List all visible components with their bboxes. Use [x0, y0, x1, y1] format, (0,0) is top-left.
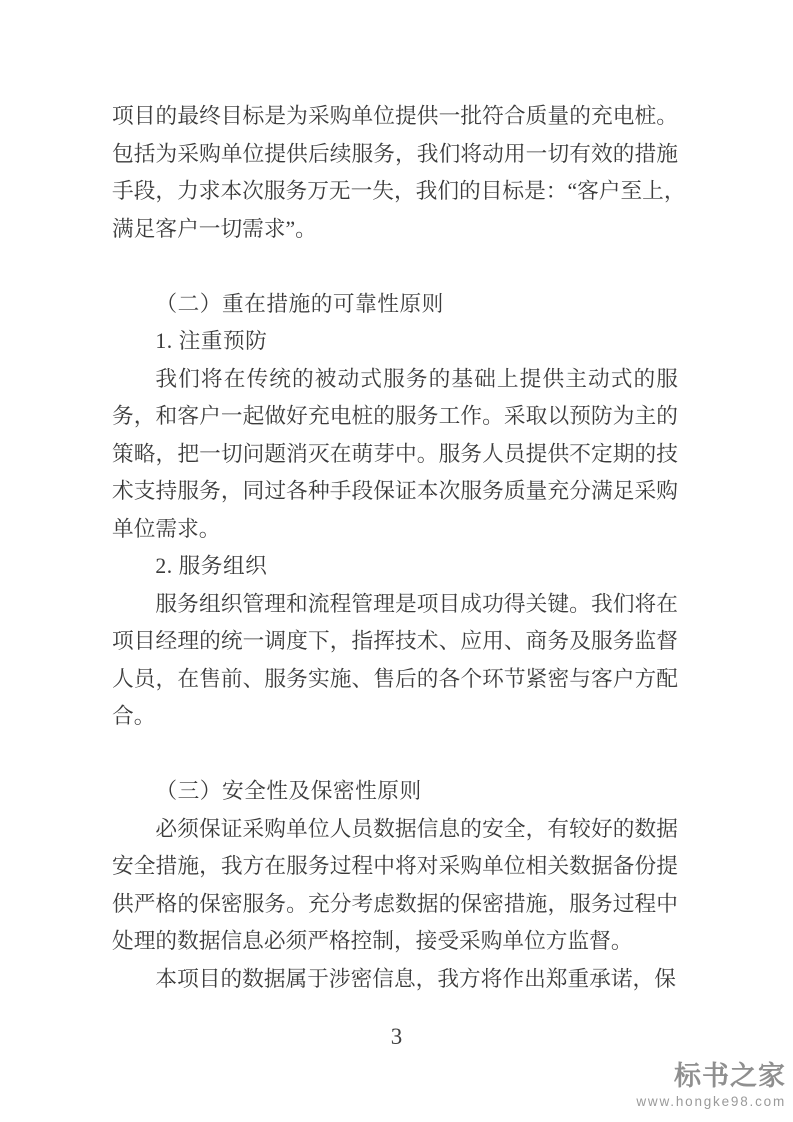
text-line: 合。: [112, 704, 156, 728]
text-line: 手段，力求本次服务万无一失，我们的目标是：“客户至上，: [112, 179, 686, 203]
text-line: 项目经理的统一调度下，指挥技术、应用、商务及服务监督: [112, 629, 678, 653]
text-line: 供严格的保密服务。充分考虑数据的保密措施，服务过程中: [112, 891, 678, 916]
text-line: 人员，在售前、服务实施、售后的各个环节紧密与客户方配: [112, 666, 678, 691]
text-line: 单位需求。: [112, 516, 221, 541]
document-body: [112, 98, 686, 998]
page-footer: [0, 1022, 793, 1052]
text-line: 包括为采购单位提供后续服务，我们将动用一切有效的措施: [112, 141, 678, 166]
text-line: 项目的最终目标是为采购单位提供一批符合质量的充电桩。: [112, 104, 678, 128]
text-line: 处理的数据信息必须严格控制，接受采购单位方监督。: [112, 929, 633, 953]
paragraph: [112, 98, 686, 248]
paragraph: [112, 586, 678, 736]
numbered-subheading: 1. 注重预防: [155, 329, 268, 353]
text-line: 务，和客户一起做好充电桩的服务工作。采取以预防为主的: [112, 404, 678, 428]
watermark: [636, 1061, 786, 1109]
paragraph: [112, 961, 678, 999]
text-line: 策略，把一切问题消灭在萌芽中。服务人员提供不定期的技: [112, 441, 678, 466]
text-line: 必须保证采购单位人员数据信息的安全，有较好的数据: [155, 816, 678, 841]
watermark-url: www.hongke98.com: [636, 1094, 786, 1109]
section-heading: （三）安全性及保密性原则: [155, 779, 422, 803]
page-number: 3: [390, 1024, 403, 1049]
text-line: 安全措施，我方在服务过程中将对采购单位相关数据备份提: [112, 854, 678, 878]
paragraph: [112, 361, 678, 549]
paragraph-spacer: [112, 248, 678, 286]
text-line: 满足客户一切需求”。: [112, 216, 317, 241]
text-line: 我们将在传统的被动式服务的基础上提供主动式的服: [155, 366, 678, 391]
paragraph-spacer: [112, 736, 678, 774]
numbered-subheading: 2. 服务组织: [155, 554, 268, 578]
section-heading: （二）重在措施的可靠性原则: [155, 291, 444, 316]
text-line: 术支持服务，同过各种手段保证本次服务质量充分满足采购: [112, 479, 678, 503]
paragraph: [112, 811, 678, 961]
text-line: 服务组织管理和流程管理是项目成功得关键。我们将在: [155, 591, 678, 616]
text-line: 本项目的数据属于涉密信息，我方将作出郑重承诺，保: [155, 966, 676, 991]
watermark-logo: 标书之家: [674, 1061, 786, 1091]
